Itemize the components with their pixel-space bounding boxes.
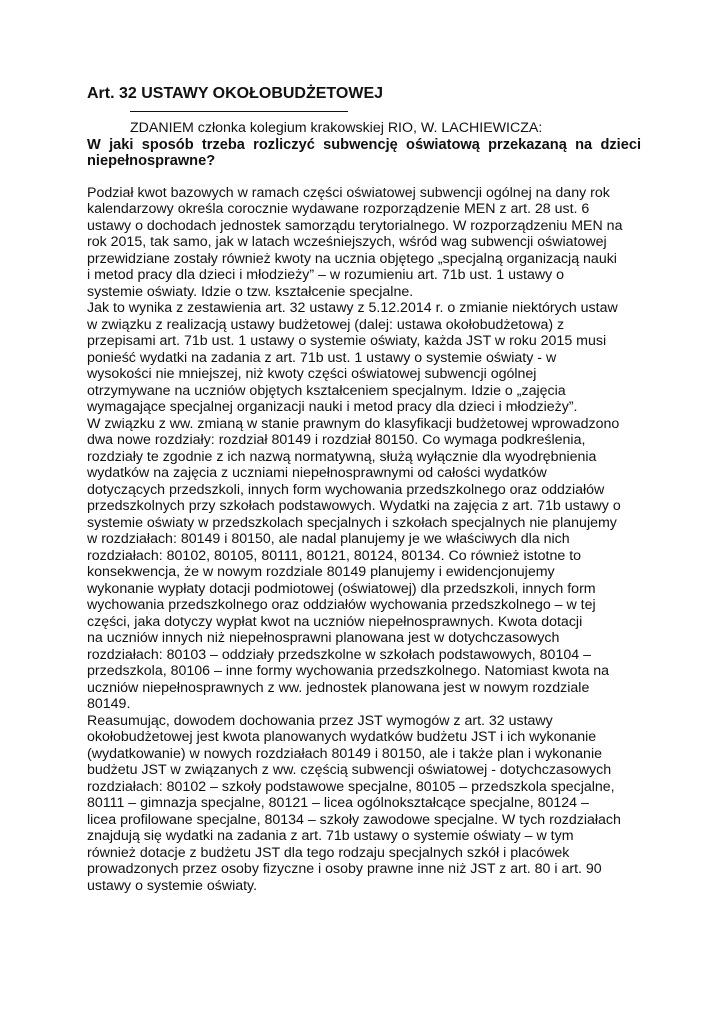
paragraph-1	[87, 185, 641, 301]
text-line: konsekwencja, że w nowym rozdziale 80149 planujemy i ewidencjonujemy	[87, 564, 555, 580]
text-line: systemie oświaty w przedszkolach specjalnych i szkołach specjalnych nie planujemy	[87, 514, 617, 531]
text-line: dotyczących przedszkoli, innych form wychowania przedszkolnego oraz oddziałów	[87, 481, 605, 498]
text-line: rozdziałach: 80102 – szkoły podstawowe specjalne, 80105 – przedszkola specjalne,	[87, 778, 615, 795]
text-line: wysokości nie mniejszej, niż kwoty części oświatowej subwencji ogólnej	[87, 366, 537, 382]
text-line: Podział kwot bazowych w ramach części oświatowej subwencji ogólnej na dany rok	[87, 184, 610, 201]
text-line: rozdziałach: 80103 – oddziały przedszkolne w szkołach podstawowych, 80104 –	[87, 646, 591, 663]
text-line: części, jaka dotyczy wypłat kwot na uczniów niepełnosprawnych. Kwota dotacji	[87, 613, 583, 630]
author-byline: ZDANIEM członka kolegium krakowskiej RIO, W. LACHIEWICZA:	[130, 120, 543, 136]
text-line: przewidziane zostały również kwoty na ucznia objętego „specjalną organizacją nauki	[87, 250, 617, 267]
text-line: rozdziały te zgodnie z ich nazwą normatywną, służą wyłącznie dla wyodrębnienia	[87, 448, 597, 465]
text-line: w związku z realizacją ustawy budżetowej (dalej: ustawa okołobudżetowa) z	[87, 316, 565, 333]
text-line: znajdują się wydatki na zadania z art. 71b ustawy o systemie oświaty – w tym	[87, 828, 574, 844]
article-body	[87, 185, 641, 895]
paragraph-3	[87, 416, 641, 713]
text-line: dwa nowe rozdziały: rozdział 80149 i rozdział 80150. Co wymaga podkreślenia,	[87, 432, 586, 448]
text-line: wychowania przedszkolnego oraz oddziałów wychowania przedszkolnego – w tej	[87, 597, 596, 613]
text-line: uczniów niepełnosprawnych z ww. jednostek planowana jest w nowym rozdziale	[87, 679, 590, 696]
question-heading: W jaki sposób trzeba rozliczyć subwencję oświatową przekazaną na dzieci niepełnosprawne?	[87, 136, 641, 169]
title-underline-divider	[130, 111, 348, 112]
text-line: przedszkola, 80106 – inne formy wychowania przedszkolnego. Natomiast kwota na	[87, 663, 610, 679]
document-page	[87, 84, 641, 894]
text-line: okołobudżetowej jest kwota planowanych wydatków budżetu JST i ich wykonanie	[87, 729, 597, 745]
text-line: licea profilowane specjalne, 80134 – szkoły zawodowe specjalne. W tych rozdziałach	[87, 811, 621, 828]
text-line: i metod pracy dla dzieci i młodzieży” – w rozumieniu art. 71b ust. 1 ustawy o	[87, 267, 565, 283]
text-line: przedszkolnych przy szkołach podstawowych. Wydatki na zajęcia z art. 71b ustawy o	[87, 498, 621, 514]
text-line: prowadzonych przez osoby fizyczne i osoby prawne inne niż JST z art. 80 i art. 90	[87, 861, 602, 877]
text-line: Jak to wynika z zestawienia art. 32 ustawy z 5.12.2014 r. o zmianie niektórych ustaw	[87, 300, 618, 316]
text-line: wydatków na zajęcia z uczniami niepełnosprawnymi od całości wydatków	[87, 465, 547, 481]
paragraph-2	[87, 300, 641, 416]
text-line: również dotacje z budżetu JST dla tego rodzaju specjalnych szkół i placówek	[87, 844, 570, 861]
text-line: budżetu JST w związanych z ww. częścią subwencji oświatowej - dotychczasowych	[87, 762, 612, 778]
text-line: ponieść wydatki na zadania z art. 71b ust. 1 ustawy o systemie oświaty - w	[87, 349, 557, 366]
text-line: przepisami art. 71b ust. 1 ustawy o systemie oświaty, każda JST w roku 2015 musi	[87, 333, 607, 349]
text-line: rozdziałach: 80102, 80105, 80111, 80121, 80124, 80134. Co również istotne to	[87, 547, 582, 564]
text-line: ustawy o dochodach jednostek samorządu terytorialnego. W rozporządzeniu MEN na	[87, 217, 623, 234]
text-line: 80111 – gimnazja specjalne, 80121 – licea ogólnokształcące specjalne, 80124 –	[87, 795, 589, 811]
text-line: wymagające specjalnej organizacji nauki i metod pracy dla dzieci i młodzieży”.	[87, 399, 578, 415]
document-title: Art. 32 USTAWY OKOŁOBUDŻETOWEJ	[87, 85, 384, 102]
text-line: W związku z ww. zmianą w stanie prawnym do klasyfikacji budżetowej wprowadzono	[87, 415, 620, 432]
text-line: (wydatkowanie) w nowych rozdziałach 80149 i 80150, ale i także plan i wykonanie	[87, 745, 602, 762]
text-line: Reasumując, dowodem dochowania przez JST wymogów z art. 32 ustawy	[87, 712, 553, 729]
text-line: w rozdziałach: 80149 i 80150, ale nadal planujemy je we właściwych dla nich	[87, 531, 570, 547]
paragraph-4	[87, 713, 641, 895]
text-line: kalendarzowy określa corocznie wydawane rozporządzenie MEN z art. 28 ust. 6	[87, 201, 590, 217]
text-line: ustawy o systemie oświaty.	[87, 877, 258, 894]
text-line: systemie oświaty. Idzie o tzw. kształcenie specjalne.	[87, 283, 414, 300]
text-line: rok 2015, tak samo, jak w latach wcześniejszych, wśród wag subwencji oświatowej	[87, 234, 607, 250]
text-line: 80149.	[87, 696, 131, 712]
text-line: na uczniów innych niż niepełnosprawni planowana jest w dotychczasowych	[87, 630, 560, 646]
text-line: otrzymywane na uczniów objętych kształceniem specjalnym. Idzie o „zajęcia	[87, 382, 566, 399]
text-line: wykonanie wypłaty dotacji podmiotowej (oświatowej) dla przedszkoli, innych form	[87, 580, 596, 597]
